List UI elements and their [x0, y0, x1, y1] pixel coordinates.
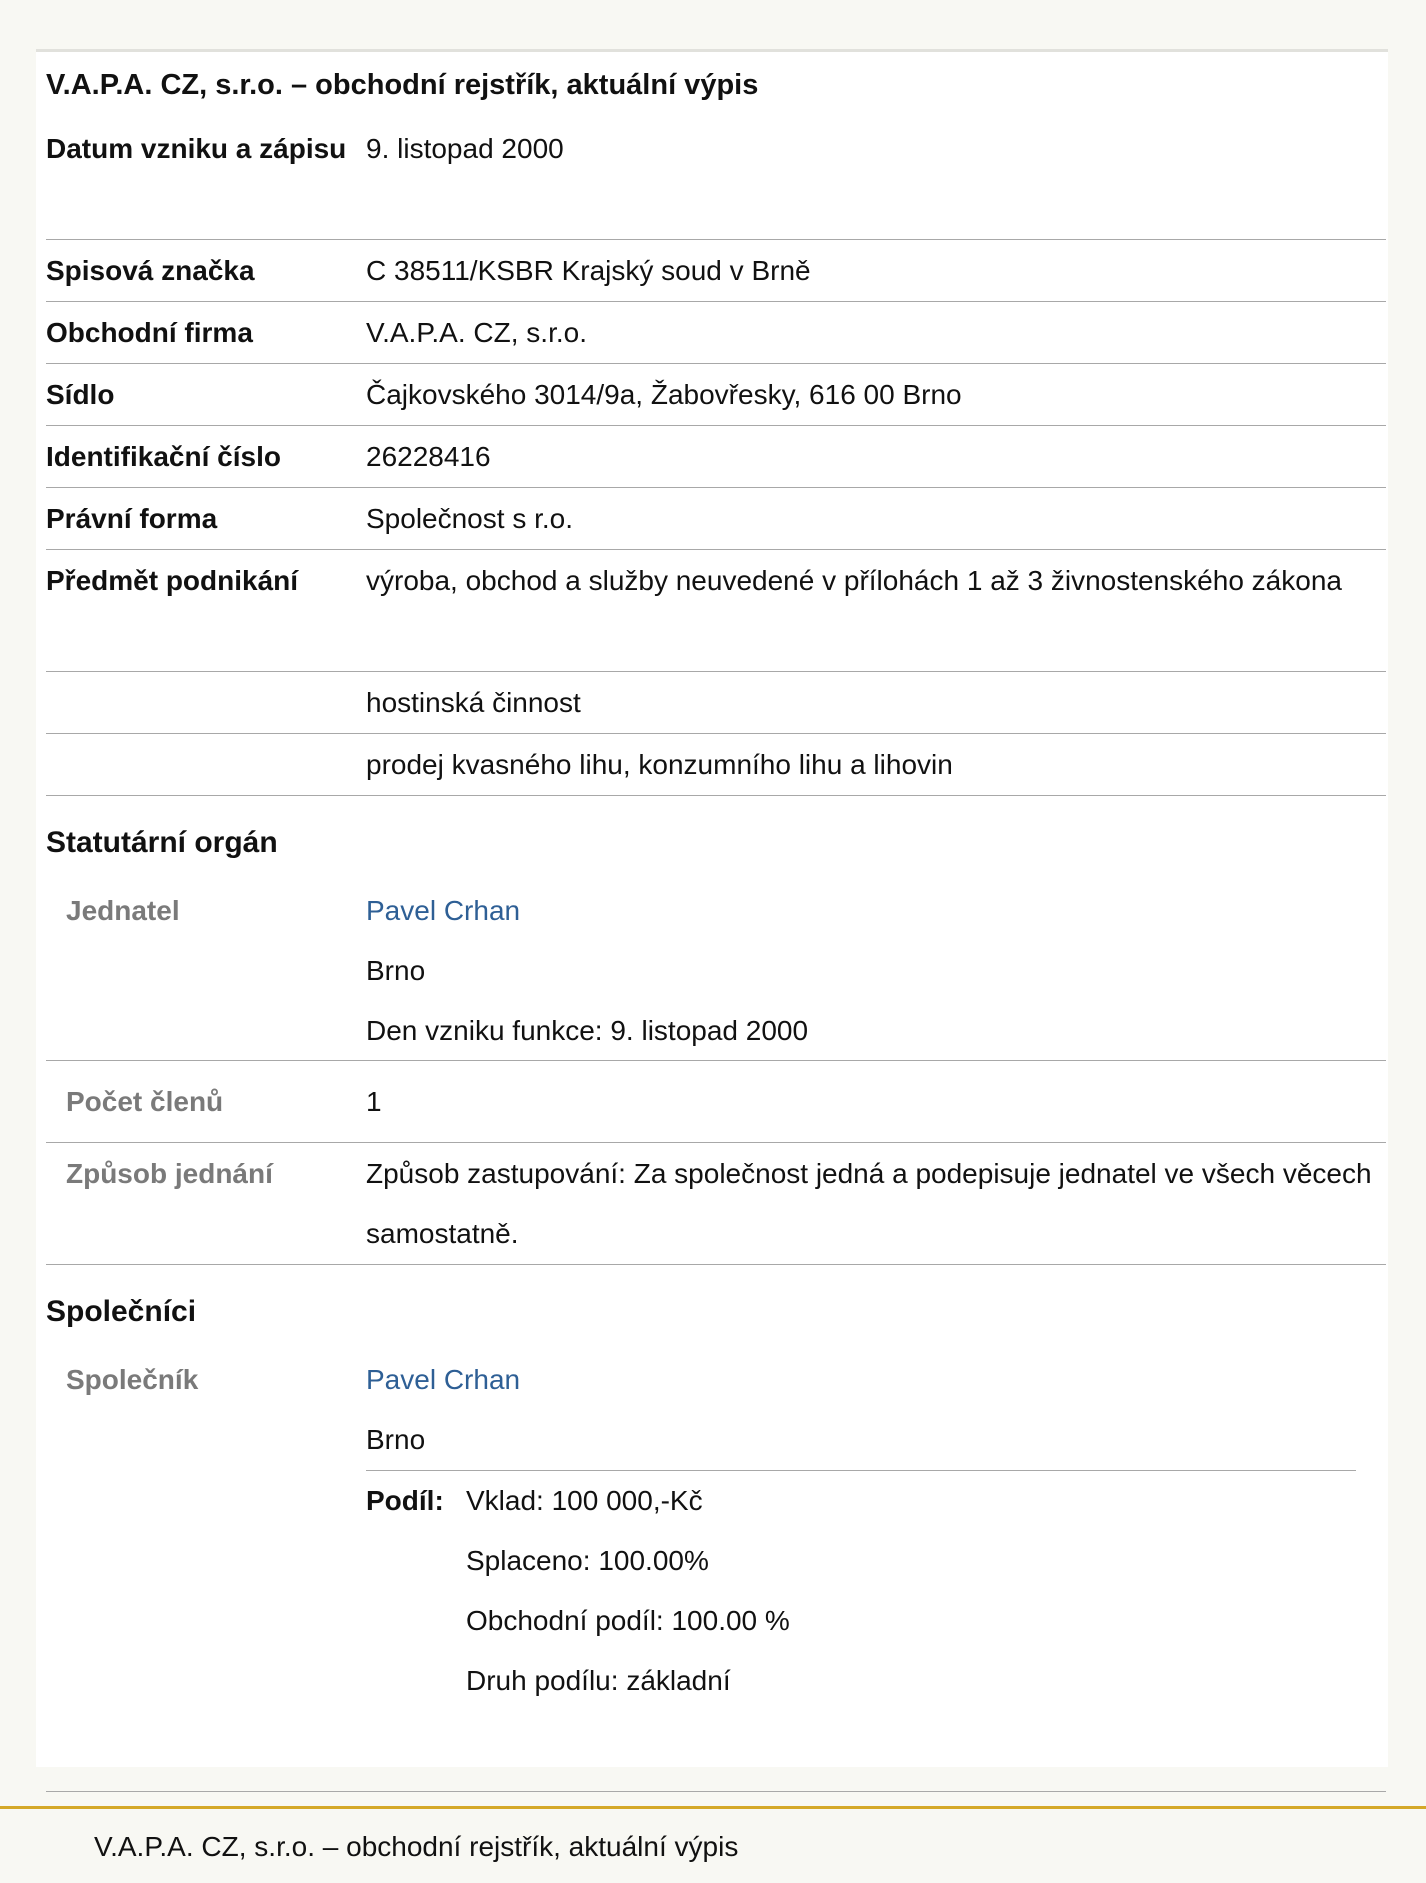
row-label-empty — [46, 734, 366, 795]
row-label-empty — [46, 672, 366, 733]
row-label: Společník — [66, 1364, 199, 1395]
page-title: V.A.P.A. CZ, s.r.o. – obchodní rejstřík, aktuální výpis — [46, 69, 759, 101]
podil-line: Splaceno: 100.00% — [466, 1545, 709, 1576]
row-value: Společnost s r.o. — [366, 503, 574, 534]
row-value: prodej kvasného lihu, konzumního lihu a lihovin — [366, 749, 953, 780]
row-sidlo — [46, 364, 1386, 426]
row-label: Způsob jednání — [66, 1158, 273, 1189]
row-label: Předmět podnikání — [46, 565, 299, 596]
row-value: 9. listopad 2000 — [366, 133, 564, 164]
row-value-group — [366, 880, 1386, 1060]
row-value: C 38511/KSBR Krajský soud v Brně — [366, 255, 811, 286]
row-value: Čajkovského 3014/9a, Žabovřesky, 616 00 Brno — [366, 379, 962, 410]
row-zpusob-jednani — [46, 1143, 1386, 1265]
podil-block — [366, 1470, 1356, 1711]
row-value: V.A.P.A. CZ, s.r.o. — [366, 317, 587, 348]
row-value-group — [366, 1349, 1386, 1791]
podil-label: Podíl: — [366, 1485, 444, 1516]
row-value: výroba, obchod a služby neuvedené v přílohách 1 až 3 živnostenského zákona — [366, 565, 1342, 596]
row-spisova-znacka — [46, 240, 1386, 302]
row-label: Sídlo — [46, 379, 115, 410]
row-label: Právní forma — [46, 503, 218, 534]
row-value: hostinská činnost — [366, 687, 581, 718]
section-heading-spolecnici: Společníci — [46, 1295, 197, 1328]
jednatel-city: Brno — [366, 955, 426, 986]
row-spolecnik — [46, 1349, 1386, 1792]
jednatel-name-link[interactable]: Pavel Crhan — [366, 895, 521, 926]
row-datum-vzniku — [46, 118, 1386, 240]
podil-line: Vklad: 100 000,-Kč — [466, 1485, 703, 1516]
row-predmet-podnikani — [46, 550, 1386, 672]
row-predmet-item — [46, 734, 1386, 796]
row-jednatel — [46, 880, 1386, 1061]
footer-title: V.A.P.A. CZ, s.r.o. – obchodní rejstřík, aktuální výpis — [94, 1831, 739, 1862]
row-value: 26228416 — [366, 441, 491, 472]
row-label: Jednatel — [66, 895, 180, 926]
registry-extract-card — [36, 49, 1388, 1767]
spolecnik-city: Brno — [366, 1424, 426, 1455]
row-value: 1 — [366, 1086, 382, 1117]
row-identifikacni-cislo — [46, 426, 1386, 488]
row-obchodni-firma — [46, 302, 1386, 364]
spolecnik-name-link[interactable]: Pavel Crhan — [366, 1364, 521, 1395]
page-footer — [0, 1806, 1426, 1883]
row-pocet-clenu — [46, 1061, 1386, 1143]
registry-extract-content — [46, 52, 1386, 1854]
row-pravni-forma — [46, 488, 1386, 550]
podil-line: Obchodní podíl: 100.00 % — [466, 1605, 790, 1636]
row-label: Spisová značka — [46, 255, 255, 286]
row-predmet-item — [46, 672, 1386, 734]
row-label: Datum vzniku a zápisu — [46, 133, 347, 164]
jednatel-since: Den vzniku funkce: 9. listopad 2000 — [366, 1015, 809, 1046]
podil-lines — [466, 1471, 1356, 1711]
row-value: Způsob zastupování: Za společnost jedná a podepisuje jednatel ve všech věcech samostatně. — [366, 1158, 1372, 1249]
podil-line: Druh podílu: základní — [466, 1665, 731, 1696]
row-label: Počet členů — [66, 1086, 224, 1117]
row-label: Identifikační číslo — [46, 441, 281, 472]
section-heading-statutarni-organ: Statutární orgán — [46, 826, 278, 859]
row-label: Obchodní firma — [46, 317, 253, 348]
